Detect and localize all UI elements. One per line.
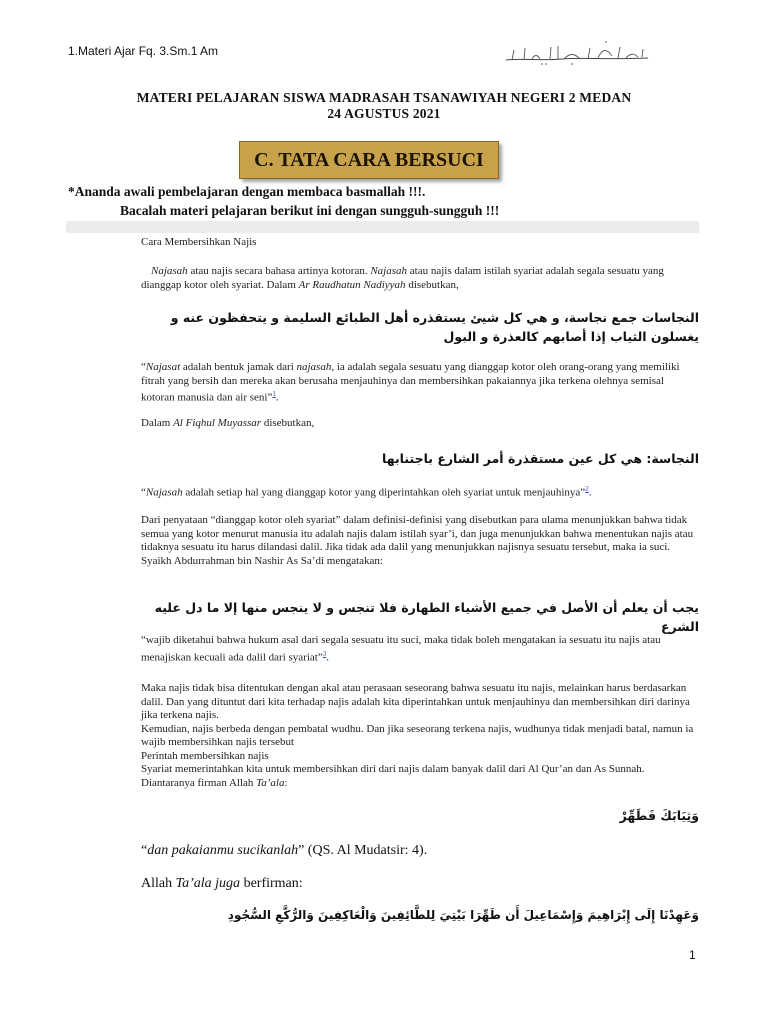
paragraph-3: Dalam Al Fiqhul Muyassar disebutkan, <box>141 417 315 429</box>
paragraph-1: Najasah atau najis secara bahasa artinya kotoran. Najasah atau najis dalam istilah syariat adalah segala sesuatu yang dianggap kotor oleh syariat. Dalam Ar Raudhatun Nadiyyah disebutkan, <box>141 265 664 291</box>
subheading: Cara Membersihkan Najis <box>141 236 257 248</box>
paragraph-5: Dari penyataan “dianggap kotor oleh syariat” dalam definisi-definisi yang disebutkan para ulama menunjukkan bahwa tidak semua yang kotor menurut manusia itu adalah najis dalam istilah syar’i, dan juga menunjukkan bahwa menentukan najis atau tidaknya sesuatu itu harus dilandasi dalil. Jika tidak ada dalil yang menunjukkan najisnya sesuatu tersebut, maka ia suci. Syaikh Abdurrahman bin Nashir As Sa’di mengatakan: <box>141 514 694 567</box>
arabic-quote-2: النجاسة: هي كل عين مستقذرة أمر الشارع باجتنابها <box>382 451 699 466</box>
shaded-divider <box>66 221 699 233</box>
document-title: MATERI PELAJARAN SISWA MADRASAH TSANAWIYAH NEGERI 2 MEDAN <box>136 90 632 105</box>
arabic-quote-3: يجب أن يعلم أن الأصل في جميع الأشياء الطهارة فلا تنجس و لا ينجس منها إلا ما دل عليه الشرع <box>154 600 699 634</box>
footnote-link-3[interactable]: 3 <box>322 649 327 658</box>
paragraph-2: “Najasat adalah bentuk jamak dari najasah, ia adalah segala sesuatu yang dianggap kotor oleh orang-orang yang memiliki fitrah yang bersih dan mereka akan berusaha menjauhinya dan membersihkan pakaiannya jika terkena olehnya semisal kotoran manusia dan air seni”$^1$. <box>141 361 680 404</box>
verse-translation-1: “dan pakaianmu sucikanlah” (QS. Al Mudatsir: 4). <box>141 843 428 858</box>
page-number: 1 <box>689 948 696 962</box>
document-code: 1.Materi Ajar Fq. 3.Sm.1 Am <box>68 44 219 58</box>
footnote-link-1[interactable]: 1 <box>272 390 276 398</box>
arabic-verse-1: وَثِيَابَكَ فَطَهِّرْ <box>619 808 699 823</box>
section-heading-box <box>239 141 499 179</box>
paragraph-7: Maka najis tidak bisa ditentukan dengan akal atau perasaan seseorang bahwa sesuatu itu najis, melainkan harus berdasarkan dalil. Dan yang dituntut dari kita terhadap najis adalah kita diperintahkan untuk menjauhinya dan membersihkan diri darinya jika terkena najis. Kemudian, najis berbeda dengan pembatal wudhu. Dan jika seseorang terkena najis, wudhunya tidak menjadi batal, namun ia wajib membersihkan najis tersebut Perintah membersihkan najis Syariat memerintahkan kita untuk membersihkan diri dari najis dalam banyak dalil dari Al Qur’an dan As Sunnah. Diantaranya firman Allah Ta’ala: <box>141 682 694 789</box>
footnote-link-2[interactable]: 2 <box>585 485 589 493</box>
intro-line-1: *Ananda awali pembelajaran dengan membaca basmallah !!!. <box>68 184 426 199</box>
arabic-verse-2: وَعَهِدْنَا إِلَى إِبْرَاهِيمَ وَإِسْمَاعِيلَ أَن طَهِّرَا بَيْتِيَ لِلطَّائِفِينَ وَالْعَاكِفِينَ وَالرُّكَّعِ السُّجُودِ <box>227 908 699 922</box>
arabic-quote-1: النجاسات جمع نجاسة، و هي كل شيئ يستقذره أهل الطبائع السليمة و يتحفظون عنه و يغسلون الثياب إذا أصابهم كالعذرة و البول <box>170 310 699 344</box>
paragraph-4: “Najasah adalah setiap hal yang dianggap kotor yang diperintahkan oleh syariat untuk menjauhinya”$^2$. <box>141 485 592 499</box>
intro-line-2: Bacalah materi pelajaran berikut ini dengan sungguh-sungguh !!! <box>120 203 500 218</box>
section-heading: C. TATA CARA BERSUCI <box>254 148 484 171</box>
basmalah-calligraphy <box>502 38 652 68</box>
allah-berfirman: Allah Ta’ala juga berfirman: <box>141 876 303 891</box>
paragraph-6: “wajib diketahui bahwa hukum asal dari segala sesuatu itu suci, maka tidak boleh mengatakan ia sesuatu itu najis atau menajiskan kecuali ada dalil dari syariat”$^3$. <box>141 634 661 664</box>
document-date: 24 AGUSTUS 2021 <box>327 106 441 121</box>
